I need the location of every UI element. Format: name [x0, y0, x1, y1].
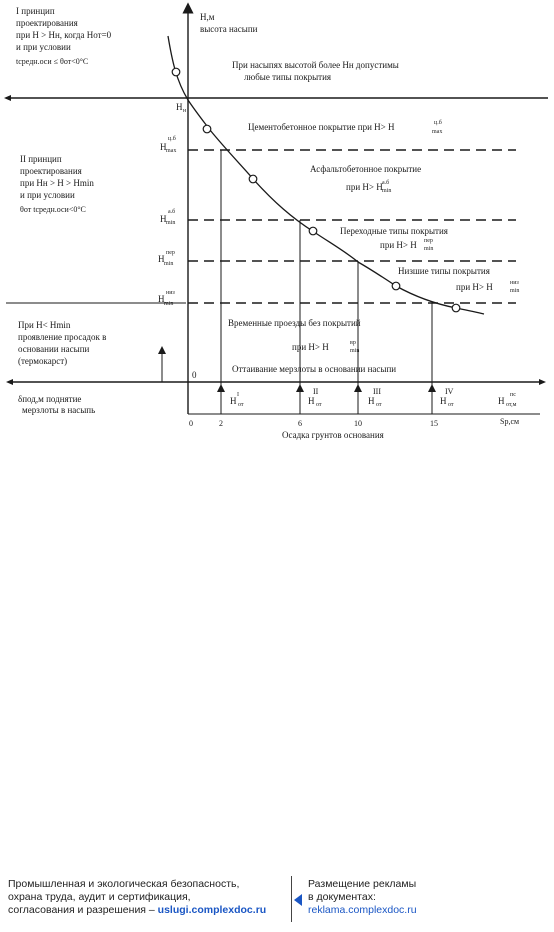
- x-tick-15: 15: [430, 419, 438, 428]
- curve-point: [172, 68, 180, 76]
- svg-text:min: min: [424, 246, 434, 252]
- svg-text:пер: пер: [424, 238, 433, 244]
- subsidence-label: [18, 320, 106, 366]
- footer-left-line: охрана труда, аудит и сертификация,: [8, 891, 191, 903]
- svg-text:низ: низ: [510, 280, 519, 286]
- services-link[interactable]: uslugi.complexdoc.ru: [157, 904, 267, 916]
- design-principles-diagram: [0, 0, 554, 460]
- svg-text:при Hн > H > Hmin: при Hн > H > Hmin: [20, 178, 94, 188]
- svg-text:IV: IV: [445, 387, 454, 396]
- hn-axis-label: [176, 102, 187, 114]
- svg-text:II: II: [313, 387, 319, 396]
- zone-transitional-label: [340, 226, 448, 252]
- zone-any-label: [232, 60, 399, 82]
- svg-text:от: от: [376, 402, 382, 408]
- footer-left-line: Промышленная и экологическая безопасность,: [8, 878, 240, 890]
- curve-point: [249, 175, 257, 183]
- svg-text:при H> H: при H> H: [292, 342, 329, 352]
- svg-text:H: H: [176, 102, 183, 112]
- svg-text:H: H: [158, 254, 165, 264]
- svg-text:и при условии: и при условии: [16, 42, 71, 52]
- svg-text:от: от: [238, 402, 244, 408]
- hmin-transitional-axis-label: [158, 250, 175, 267]
- svg-text:от: от: [316, 402, 322, 408]
- ads-link[interactable]: reklama.complexdoc.ru: [308, 904, 417, 916]
- zone-cement-label: [248, 119, 442, 135]
- svg-text:δпод,м поднятие: δпод,м поднятие: [18, 394, 82, 404]
- svg-text:I: I: [237, 392, 239, 398]
- svg-text:ц.б: ц.б: [168, 136, 176, 142]
- curve-point: [309, 227, 317, 235]
- svg-text:min: min: [166, 220, 176, 226]
- svg-text:min: min: [350, 348, 360, 354]
- thaw-height-3: [368, 387, 382, 408]
- svg-text:пс: пс: [510, 392, 516, 398]
- footer-left-line-text: согласования и разрешения –: [8, 904, 158, 916]
- x-tick-2: 2: [219, 419, 223, 428]
- svg-text:при H > Hн, когда Hот=0: при H > Hн, когда Hот=0: [16, 30, 112, 40]
- svg-text:Асфальтобетонное покрытие: Асфальтобетонное покрытие: [310, 164, 422, 174]
- x-tick-10: 10: [354, 419, 362, 428]
- y-zero-label: 0: [192, 370, 197, 380]
- footer-right-line: в документах:: [308, 891, 376, 903]
- x-axis-arrow-left: [6, 379, 13, 385]
- svg-text:H,м: H,м: [200, 12, 215, 22]
- svg-text:H: H: [498, 396, 505, 406]
- svg-text:вр: вр: [350, 340, 356, 346]
- svg-text:max: max: [166, 148, 177, 154]
- svg-text:низ: низ: [166, 290, 175, 296]
- svg-text:III: III: [373, 387, 381, 396]
- svg-text:При насыпях высотой более Hн д: При насыпях высотой более Hн допустимы: [232, 60, 399, 70]
- svg-text:(термокарст): (термокарст): [18, 356, 68, 366]
- x-axis-title: Осадка грунтов основания: [282, 430, 384, 440]
- svg-text:H: H: [158, 294, 165, 304]
- svg-text:при H> H: при H> H: [380, 240, 417, 250]
- svg-text:проектирования: проектирования: [20, 166, 82, 176]
- svg-text:θот tсредн.оси<0°С: θот tсредн.оси<0°С: [20, 205, 86, 214]
- svg-text:ц.б: ц.б: [434, 120, 442, 126]
- svg-text:Переходные типы покрытия: Переходные типы покрытия: [340, 226, 448, 236]
- curve-point: [392, 282, 400, 290]
- hmin-lower-axis-label: [158, 290, 175, 307]
- zone-asphalt-label: [310, 164, 421, 194]
- svg-text:При H< Hmin: При H< Hmin: [18, 320, 71, 330]
- footer-right-line: Размещение рекламы: [308, 878, 417, 890]
- svg-text:I принцип: I принцип: [16, 6, 55, 16]
- svg-text:H: H: [160, 214, 167, 224]
- footer-services: [8, 878, 290, 917]
- hmax-cement-axis-label: [160, 135, 176, 154]
- zone-temporary-label: [228, 318, 361, 354]
- svg-text:мерзлоты в насыпь: мерзлоты в насыпь: [22, 405, 96, 415]
- svg-text:высота насыпи: высота насыпи: [200, 24, 258, 34]
- svg-text:H: H: [368, 396, 375, 406]
- x-axis-unit: Sp,см: [500, 417, 520, 426]
- svg-text:проявление просадок в: проявление просадок в: [18, 332, 107, 342]
- svg-text:от,м: от,м: [506, 402, 517, 408]
- svg-text:а.б: а.б: [168, 209, 176, 215]
- x-tick-6: 6: [298, 419, 302, 428]
- svg-text:при H> H: при H> H: [456, 282, 493, 292]
- principle2-label: [20, 154, 94, 214]
- svg-text:Низшие типы покрытия: Низшие типы покрытия: [398, 266, 490, 276]
- y-axis-title: [200, 12, 258, 34]
- svg-text:II принцип: II принцип: [20, 154, 62, 164]
- footer-ads: [308, 878, 548, 917]
- svg-text:и при условии: и при условии: [20, 190, 75, 200]
- svg-text:проектирования: проектирования: [16, 18, 78, 28]
- hmin-asphalt-axis-label: [160, 208, 175, 226]
- svg-text:min: min: [382, 188, 392, 194]
- svg-text:пер: пер: [166, 250, 175, 256]
- svg-text:H: H: [230, 396, 237, 406]
- triangle-left-icon: [294, 894, 302, 906]
- svg-text:min: min: [164, 301, 174, 307]
- svg-text:H: H: [160, 142, 167, 152]
- footer-divider: [291, 876, 292, 922]
- svg-text:tсредн.оси ≤ θот<0°С: tсредн.оси ≤ θот<0°С: [16, 57, 89, 66]
- svg-text:любые типы покрытия: любые типы покрытия: [244, 72, 332, 82]
- thaw-height-1: [230, 392, 244, 408]
- svg-text:при H> H: при H> H: [346, 182, 383, 192]
- hn-line-arrow: [4, 95, 11, 101]
- svg-text:Цементобетонное покрытие при H: Цементобетонное покрытие при H> H: [248, 122, 395, 132]
- svg-text:а.б: а.б: [382, 180, 390, 186]
- svg-text:min: min: [510, 288, 520, 294]
- thaw-height-pc: [498, 392, 517, 408]
- x-axis-arrow-right: [539, 379, 546, 385]
- svg-text:max: max: [432, 129, 443, 135]
- svg-text:H: H: [440, 396, 447, 406]
- svg-text:основании насыпи: основании насыпи: [18, 344, 90, 354]
- thaw-height-2: [308, 387, 322, 408]
- x-tick-0: 0: [189, 419, 193, 428]
- curve-point: [452, 304, 460, 312]
- svg-text:H: H: [308, 396, 315, 406]
- footer-left-line: [8, 904, 290, 917]
- svg-text:min: min: [164, 261, 174, 267]
- svg-text:Временные проезды без покрытий: Временные проезды без покрытий: [228, 318, 361, 328]
- zone-thaw-label: Оттаивание мерзлоты в основании насыпи: [232, 364, 397, 374]
- thaw-height-4: [440, 387, 454, 408]
- svg-text:н: н: [183, 108, 187, 114]
- zone-lower-label: [398, 266, 519, 294]
- principle1-label: [16, 6, 112, 66]
- uplift-label: [18, 394, 95, 415]
- svg-text:от: от: [448, 402, 454, 408]
- curve-point: [203, 125, 211, 133]
- footer-banner: [0, 868, 554, 928]
